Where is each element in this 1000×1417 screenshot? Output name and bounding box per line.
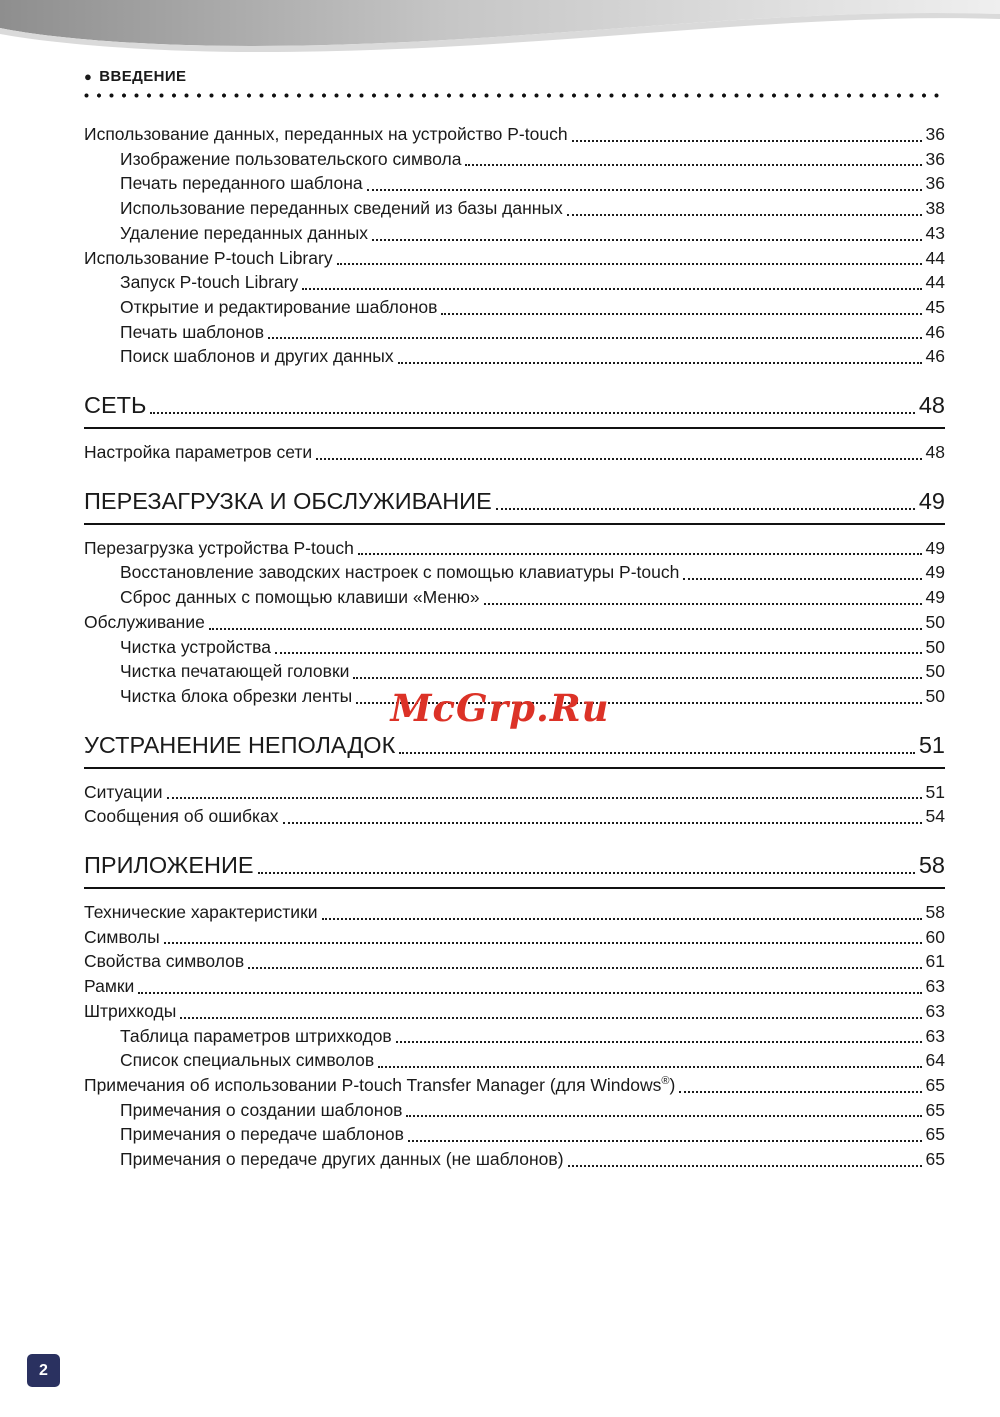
table-of-contents — [84, 122, 945, 1172]
toc-entry-label: Перезагрузка устройства P-touch — [84, 537, 354, 558]
dot-leader — [399, 752, 915, 754]
toc-entry-label: Сообщения об ошибках — [84, 806, 279, 827]
toc-entry-page: 60 — [925, 926, 945, 947]
toc-entry-page: 44 — [925, 247, 945, 268]
toc-entry-label: Чистка устройства — [120, 636, 271, 657]
toc-entry-page: 63 — [925, 1000, 945, 1021]
toc-entry-page: 51 — [925, 781, 945, 802]
dot-leader — [164, 942, 922, 944]
dot-leader — [316, 458, 921, 460]
toc-entry-label: Изображение пользовательского символа — [120, 148, 462, 169]
toc-entry-label: Открытие и редактирование шаблонов — [120, 296, 438, 317]
toc-entry-page: 50 — [925, 661, 945, 682]
toc-entry — [84, 900, 945, 925]
toc-entry-page: 44 — [925, 272, 945, 293]
toc-entry-page: 49 — [925, 587, 945, 608]
toc-entry-label: Штрихкоды — [84, 1000, 177, 1021]
section-header-title: ВВЕДЕНИЕ — [99, 68, 187, 85]
toc-entry-label: Символы — [84, 926, 160, 947]
toc-entry-label: Примечания о передаче шаблонов — [120, 1124, 404, 1145]
dot-leader — [322, 918, 922, 920]
dot-leader — [167, 797, 922, 799]
dot-leader — [353, 677, 921, 679]
dot-leader — [465, 164, 921, 166]
toc-entry — [84, 122, 945, 147]
dot-leader — [572, 140, 922, 142]
dot-leader — [302, 288, 921, 290]
toc-section-heading-page: 51 — [918, 731, 945, 758]
toc-entry — [84, 440, 945, 465]
toc-entry — [84, 320, 945, 345]
toc-section-heading-page: 48 — [918, 392, 945, 419]
section-header — [84, 68, 945, 85]
toc-entry-label: Список специальных символов — [120, 1050, 375, 1071]
toc-entry — [84, 1098, 945, 1123]
toc-entry-page: 49 — [925, 537, 945, 558]
toc-entry — [84, 560, 945, 585]
dot-leader — [372, 239, 922, 241]
toc-entry — [84, 780, 945, 805]
page-number-badge — [27, 1354, 60, 1387]
toc-entry-page: 58 — [925, 902, 945, 923]
toc-entry — [84, 221, 945, 246]
toc-entry-label: Настройка параметров сети — [84, 442, 313, 463]
toc-entry-page: 61 — [925, 951, 945, 972]
toc-entry — [84, 270, 945, 295]
section-rule — [84, 887, 945, 889]
toc-entry — [84, 974, 945, 999]
toc-entry — [84, 949, 945, 974]
toc-entry — [84, 999, 945, 1024]
toc-section-heading-label: ПЕРЕЗАГРУЗКА И ОБСЛУЖИВАНИЕ — [84, 487, 492, 514]
dot-leader — [209, 628, 922, 630]
toc-entry-page: 54 — [925, 806, 945, 827]
toc-entry — [84, 1122, 945, 1147]
toc-entry-page: 49 — [925, 562, 945, 583]
toc-entry-label: Запуск P-touch Library — [120, 272, 299, 293]
toc-entry-label: Ситуации — [84, 781, 163, 802]
toc-entry-label: Поиск шаблонов и других данных — [120, 346, 394, 367]
dot-leader — [568, 1165, 922, 1167]
toc-entry — [84, 1147, 945, 1172]
toc-entry-page: 46 — [925, 346, 945, 367]
toc-entry — [84, 1024, 945, 1049]
toc-entry-label: Свойства символов — [84, 951, 245, 972]
toc-entry-label: Обслуживание — [84, 611, 205, 632]
dot-leader — [358, 553, 922, 555]
toc-entry-label: Примечания об использовании P-touch Transfer Manager (для Windows®) — [84, 1074, 676, 1095]
toc-entry-label: Использование P-touch Library — [84, 247, 333, 268]
dot-leader — [248, 967, 921, 969]
toc-entry-page: 45 — [925, 296, 945, 317]
dot-leader — [406, 1115, 921, 1117]
dot-leader — [138, 992, 921, 994]
page-content — [84, 68, 945, 1172]
toc-entry-page: 48 — [925, 442, 945, 463]
toc-entry-label: Использование данных, переданных на устройство P-touch — [84, 124, 568, 144]
toc-entry — [84, 1048, 945, 1073]
toc-entry — [84, 635, 945, 660]
toc-entry-page: 36 — [925, 148, 945, 169]
toc-section-heading — [84, 390, 945, 420]
toc-entry — [84, 246, 945, 271]
toc-entry-page: 50 — [925, 685, 945, 706]
dot-leader — [378, 1066, 921, 1068]
dot-leader — [268, 337, 921, 339]
header-dotted-divider — [84, 93, 945, 98]
toc-entry — [84, 925, 945, 950]
dot-leader — [283, 822, 922, 824]
section-rule — [84, 767, 945, 769]
dot-leader — [258, 872, 915, 874]
watermark: McGrp.Ru — [390, 686, 610, 730]
dot-leader — [275, 652, 922, 654]
dot-leader — [396, 1041, 922, 1043]
toc-entry-page: 63 — [925, 1025, 945, 1046]
toc-entry — [84, 295, 945, 320]
toc-entry — [84, 196, 945, 221]
toc-entry-page: 36 — [925, 124, 945, 144]
toc-entry-page: 65 — [925, 1074, 945, 1095]
toc-entry — [84, 610, 945, 635]
toc-entry-label: Печать шаблонов — [120, 321, 265, 342]
toc-entry-page: 65 — [925, 1149, 945, 1170]
toc-entry-label: Таблица параметров штрихкодов — [120, 1025, 392, 1046]
toc-entry-label: Печать переданного шаблона — [120, 173, 363, 194]
toc-entry-page: 50 — [925, 636, 945, 657]
toc-entry — [84, 659, 945, 684]
toc-entry-label: Сброс данных с помощью клавиши «Меню» — [120, 587, 480, 608]
bullet-icon: ● — [84, 69, 93, 84]
dot-leader — [484, 603, 922, 605]
toc-section-heading-label: ПРИЛОЖЕНИЕ — [84, 852, 254, 879]
toc-entry-label: Рамки — [84, 976, 135, 997]
toc-entry-page: 50 — [925, 611, 945, 632]
toc-entry-label: Технические характеристики — [84, 902, 318, 923]
toc-section-heading-label: СЕТЬ — [84, 392, 147, 419]
toc-entry — [84, 171, 945, 196]
toc-entry — [84, 536, 945, 561]
section-rule — [84, 427, 945, 429]
dot-leader — [441, 313, 921, 315]
toc-entry — [84, 344, 945, 369]
toc-entry-label: Чистка блока обрезки ленты — [120, 685, 353, 706]
section-rule — [84, 523, 945, 525]
toc-section-heading — [84, 486, 945, 516]
dot-leader — [367, 189, 922, 191]
toc-section-heading-label: УСТРАНЕНИЕ НЕПОЛАДОК — [84, 731, 396, 758]
dot-leader — [496, 508, 915, 510]
dot-leader — [683, 578, 921, 580]
header-swoosh-graphic — [0, 0, 1000, 58]
toc-entry-label: Восстановление заводских настроек с помощью клавиатуры P-touch — [120, 562, 680, 583]
toc-entry-label: Удаление переданных данных — [120, 222, 369, 243]
dot-leader — [337, 263, 922, 265]
toc-entry — [84, 147, 945, 172]
dot-leader — [408, 1140, 922, 1142]
dot-leader — [679, 1091, 921, 1093]
toc-entry-page: 64 — [925, 1050, 945, 1071]
toc-entry-label: Использование переданных сведений из базы данных — [120, 198, 563, 219]
toc-entry — [84, 1073, 945, 1098]
dot-leader — [150, 412, 914, 414]
toc-entry-page: 43 — [925, 222, 945, 243]
toc-entry-page: 46 — [925, 321, 945, 342]
toc-entry-page: 36 — [925, 173, 945, 194]
toc-section-heading — [84, 850, 945, 880]
toc-entry-label: Примечания о создании шаблонов — [120, 1099, 403, 1120]
toc-entry-page: 63 — [925, 976, 945, 997]
toc-entry-page: 65 — [925, 1124, 945, 1145]
toc-entry — [84, 585, 945, 610]
dot-leader — [398, 362, 922, 364]
toc-entry-label: Примечания о передаче других данных (не шаблонов) — [120, 1149, 564, 1170]
toc-section-heading-page: 58 — [918, 852, 945, 879]
toc-section-heading-page: 49 — [918, 487, 945, 514]
toc-entry-page: 38 — [925, 198, 945, 219]
toc-entry-page: 65 — [925, 1099, 945, 1120]
dot-leader — [180, 1017, 921, 1019]
page-number: 2 — [39, 1361, 48, 1379]
dot-leader — [567, 214, 922, 216]
toc-section-heading — [84, 730, 945, 760]
toc-entry — [84, 804, 945, 829]
toc-entry-label: Чистка печатающей головки — [120, 661, 350, 682]
